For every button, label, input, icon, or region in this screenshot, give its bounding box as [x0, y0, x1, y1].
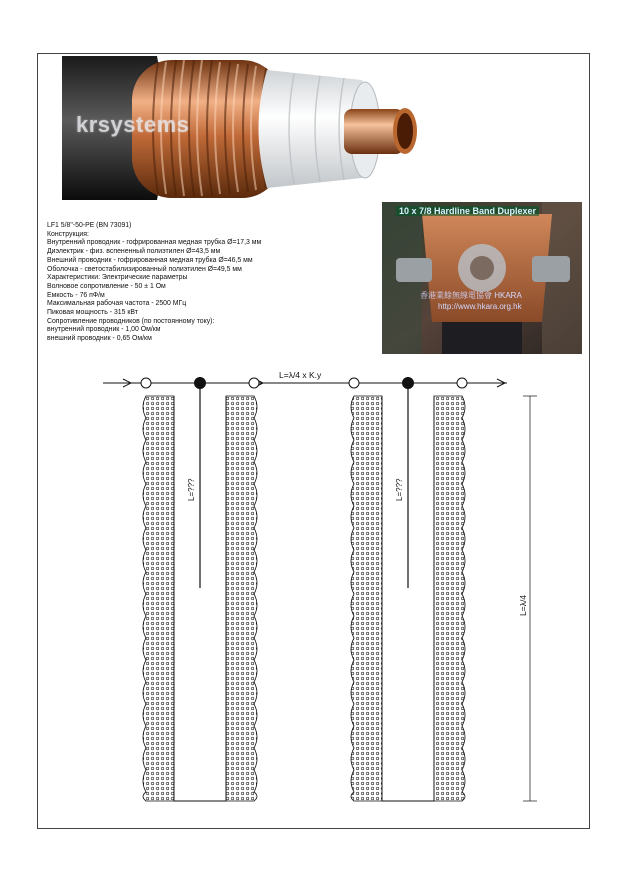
cable-specifications: [47, 222, 382, 344]
corrugated-wall: [434, 396, 465, 801]
open-node: [249, 378, 259, 388]
spec-model: LF1 5/8"-50-PE (BN 73091): [47, 222, 132, 229]
photo-caption: 10 x 7/8 Hardline Band Duplexer: [396, 206, 539, 216]
spec-line: внутренний проводник - 1,00 Ом/км: [47, 326, 161, 334]
filled-node: [195, 378, 206, 389]
filled-node: [403, 378, 414, 389]
photo-chinese-text: 香港業餘無線電協會 HKARA: [420, 291, 522, 300]
open-node: [141, 378, 151, 388]
inner-length-label-right: L=???: [395, 478, 404, 501]
spec-line: Пиковая мощность - 315 кВт: [47, 309, 138, 317]
spec-line: Диэлектрик - физ. вспененный полиэтилен Ø=43,5 мм: [47, 248, 221, 256]
spec-line: Внешний проводник - гофрированная медная трубка Ø=46,5 мм: [47, 256, 253, 264]
open-node: [349, 378, 359, 388]
spec-line: Волновое сопротивление - 50 ± 1 Ом: [47, 282, 166, 290]
quarter-wave-diagram: [95, 366, 545, 816]
spec-line: Максимальная рабочая частота - 2500 МГц: [47, 300, 187, 308]
spec-line: Характеристики: Электрические параметры: [47, 274, 188, 282]
spec-line: Сопротивление проводников (по постоянному току):: [47, 317, 215, 325]
spec-line: Емкость - 76 пФ/м: [47, 291, 105, 299]
photo-url: http://www.hkara.org.hk: [438, 302, 522, 311]
spec-line: Внутренний проводник - гофрированная медная трубка Ø=17,3 мм: [47, 239, 262, 247]
spec-line: внешний проводник - 0,65 Ом/км: [47, 335, 152, 343]
corrugated-wall: [143, 396, 174, 801]
corrugated-wall: [226, 396, 257, 801]
inner-length-label-left: L=???: [187, 478, 196, 501]
top-length-label: L=λ/4 x K.y: [279, 370, 322, 380]
open-node: [457, 378, 467, 388]
duplexer-photo: [382, 202, 582, 354]
corrugated-wall: [351, 396, 382, 801]
krsystems-logo: krsystems: [76, 112, 190, 137]
side-length-label: L=λ/4: [518, 594, 528, 616]
spec-line: Оболочка - светостабилизированный полиэтилен Ø=49,5 мм: [47, 265, 242, 273]
spec-line: Конструкция:: [47, 230, 89, 238]
